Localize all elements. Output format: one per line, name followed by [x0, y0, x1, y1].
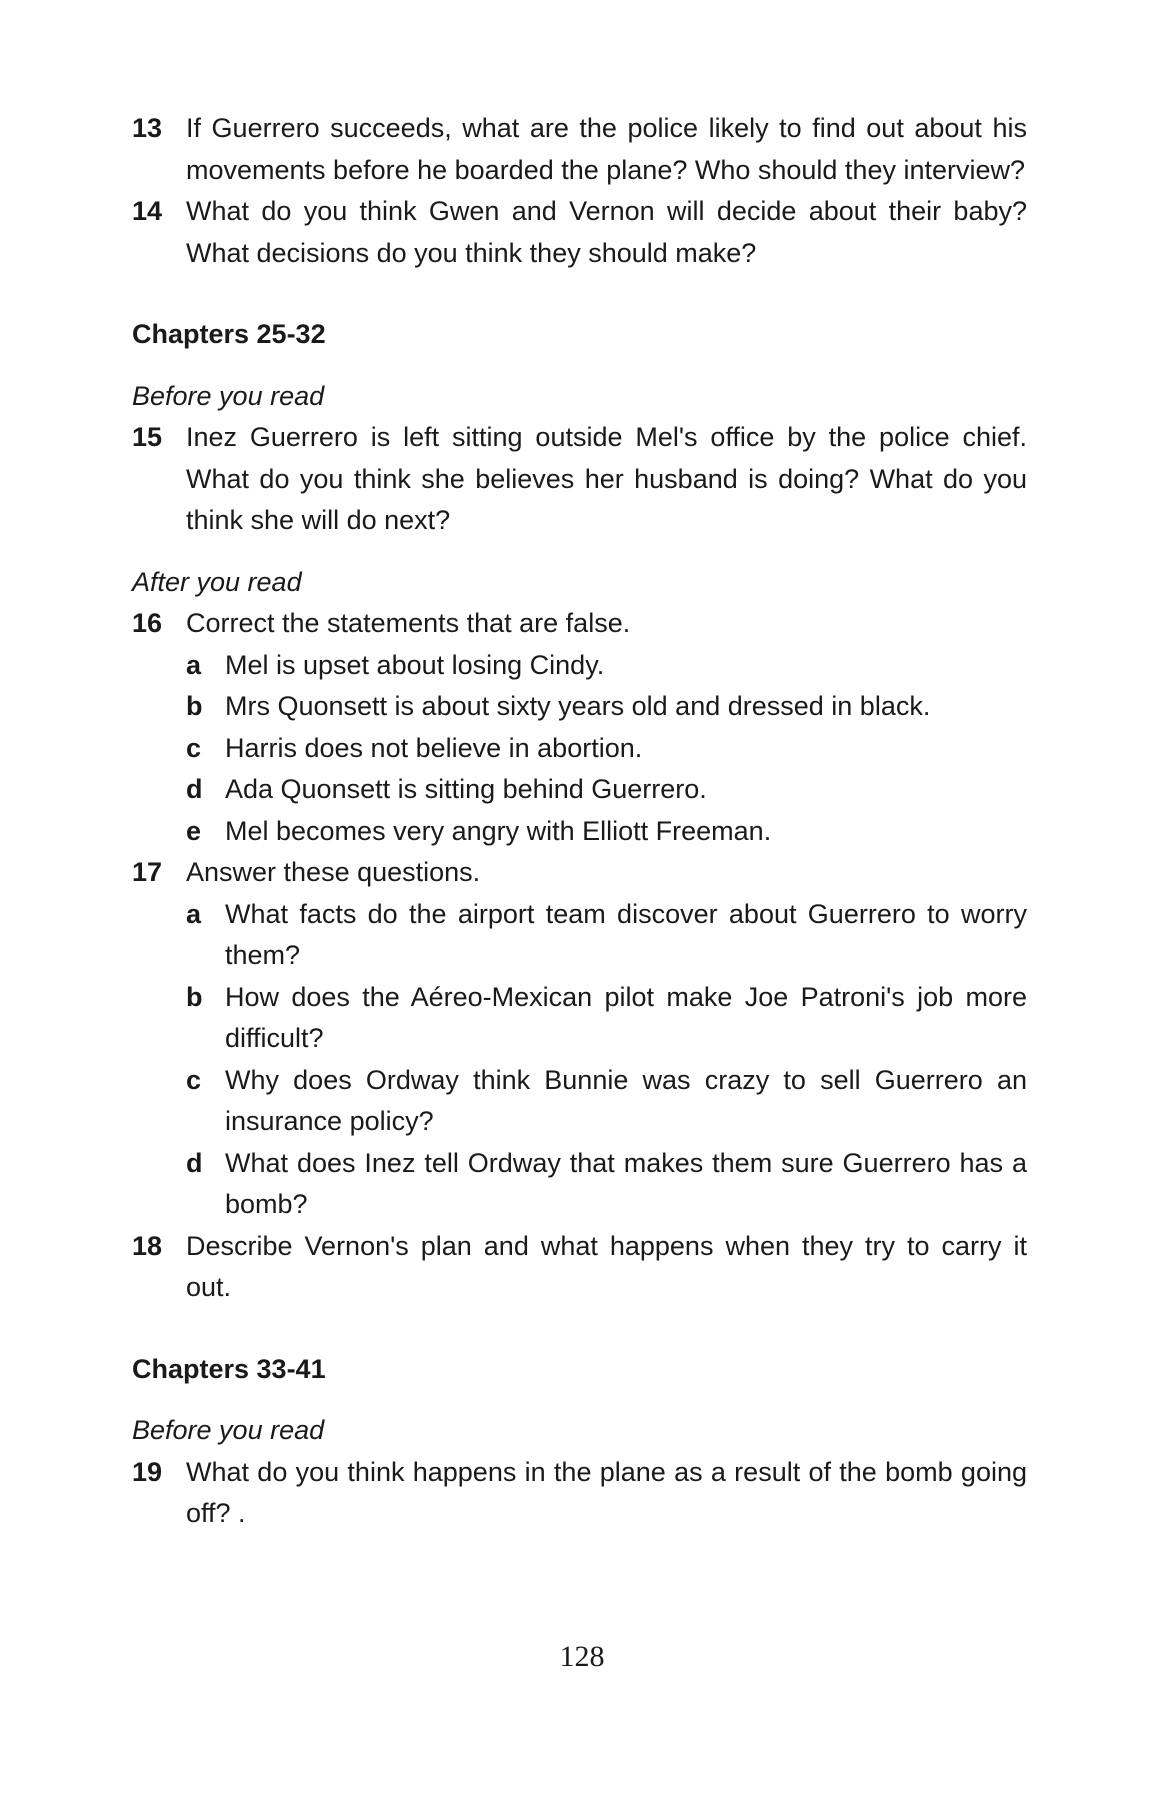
question-15: [132, 417, 1027, 542]
sub-item-16b: [186, 686, 1027, 728]
question-13: [132, 108, 1027, 191]
question-14: [132, 191, 1027, 274]
sub-item-letter: c: [186, 732, 202, 763]
sub-item-17c: [186, 1060, 1027, 1143]
sub-item-letter: b: [186, 691, 203, 721]
page-number: 128: [559, 1640, 605, 1673]
sub-item-letter: d: [186, 1147, 203, 1178]
question-text: Inez Guerrero is left sitting outside Mel's office by the police chief. What do you think she believes her husband is doing? What do you think she will do next?: [186, 422, 1027, 535]
before-you-read-label: Before you read: [132, 1415, 325, 1445]
question-number: 15: [132, 422, 163, 452]
before-you-read-label: Before you read: [132, 380, 325, 411]
sub-item-text: Why does Ordway think Bunnie was crazy to sell Guerrero an insurance policy?: [225, 1064, 1027, 1136]
sub-item-text: Mrs Quonsett is about sixty years old and dressed in black.: [225, 691, 931, 721]
sub-item-text: Harris does not believe in abortion.: [225, 732, 643, 763]
page-content: [132, 108, 1027, 1535]
sub-item-16d: [186, 769, 1027, 811]
question-19: [132, 1452, 1027, 1535]
sub-item-letter: c: [186, 1064, 202, 1095]
sub-item-letter: d: [186, 774, 203, 804]
sub-item-text: Ada Quonsett is sitting behind Guerrero.: [225, 774, 707, 804]
question-number: 19: [132, 1456, 163, 1487]
question-text: Describe Vernon's plan and what happens when they try to carry it out.: [186, 1230, 1027, 1302]
question-text: What do you think happens in the plane as a result of the bomb going off? .: [186, 1456, 1027, 1528]
sub-item-text: Mel is upset about losing Cindy.: [225, 649, 605, 680]
question-17: [132, 852, 1027, 894]
section-heading-chapters-25-32: Chapters 25-32: [132, 319, 326, 349]
question-number: 17: [132, 857, 163, 887]
sub-item-17d: [186, 1143, 1027, 1226]
question-text: Answer these questions.: [186, 857, 481, 887]
question-text: Correct the statements that are false.: [186, 608, 631, 638]
sub-item-text: What does Inez tell Ordway that makes them sure Guerrero has a bomb?: [225, 1147, 1027, 1219]
sub-item-text: How does the Aéreo-Mexican pilot make Joe Patroni's job more difficult?: [225, 981, 1027, 1053]
question-text: If Guerrero succeeds, what are the police likely to find out about his movements before he boarded the plane? Who should they interview?: [186, 113, 1027, 185]
section-heading-chapters-33-41: Chapters 33-41: [132, 1353, 326, 1384]
sub-item-letter: e: [186, 815, 202, 846]
question-number: 14: [132, 196, 163, 226]
question-number: 13: [132, 113, 163, 143]
sub-item-17a: [186, 894, 1027, 977]
question-number: 18: [132, 1230, 163, 1261]
question-16: [132, 603, 1027, 645]
question-number: 16: [132, 608, 163, 638]
sub-item-text: Mel becomes very angry with Elliott Freeman.: [225, 815, 772, 846]
sub-item-letter: b: [186, 981, 203, 1012]
sub-item-17b: [186, 977, 1027, 1060]
sub-item-16a: [186, 645, 1027, 687]
question-18: [132, 1226, 1027, 1309]
sub-item-16c: [186, 728, 1027, 770]
after-you-read-label: After you read: [132, 566, 302, 597]
sub-item-16e: [186, 811, 1027, 853]
sub-item-letter: a: [186, 649, 202, 680]
question-text: What do you think Gwen and Vernon will decide about their baby? What decisions do you think they should make?: [186, 196, 1027, 268]
sub-item-text: What facts do the airport team discover about Guerrero to worry them?: [225, 898, 1027, 970]
sub-item-letter: a: [186, 898, 202, 929]
